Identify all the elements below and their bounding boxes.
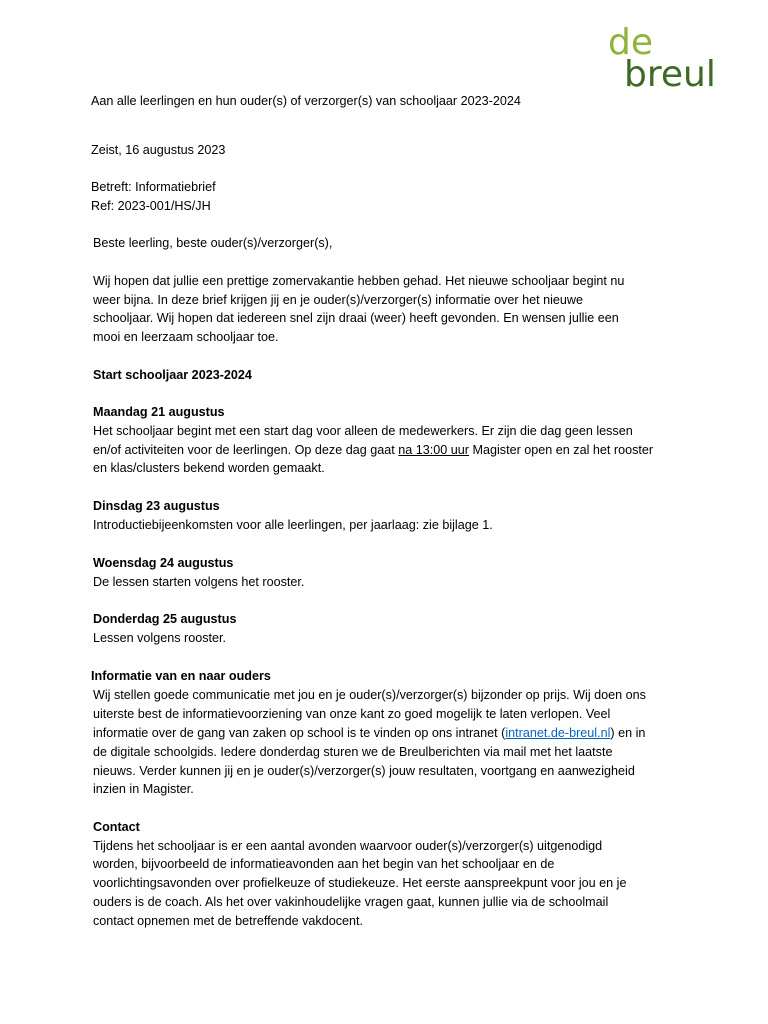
monday-line: [93, 441, 653, 459]
start-schooljaar-heading: Start schooljaar 2023-2024: [93, 368, 252, 382]
intranet-link[interactable]: intranet.de-breul.nl: [505, 726, 611, 740]
ouders-line: [93, 724, 645, 742]
ouders-line: uiterste best de informatievoorziening van onze kant zo goed mogelijk te laten verlopen. Veel: [93, 707, 611, 721]
salutation: Beste leerling, beste ouder(s)/verzorger(s),: [93, 236, 333, 250]
intro-line: weer bijna. In deze brief krijgen jij en je ouder(s)/verzorger(s) informatie over het nieuwe: [93, 293, 583, 307]
contact-line: Tijdens het schooljaar is er een aantal avonden waarvoor ouder(s)/verzorger(s) uitgenodigd: [93, 839, 603, 853]
monday-line: en klas/clusters bekend worden gemaakt.: [93, 461, 325, 475]
logo-text-breul: breul: [624, 54, 716, 92]
intro-line: Wij hopen dat jullie een prettige zomervakantie hebben gehad. Het nieuwe schooljaar begint nu: [93, 274, 625, 288]
de-breul-logo: [606, 22, 731, 92]
contact-line: voorlichtingsavonden over profielkeuze of studiekeuze. Het eerste aanspreekpunt voor jou en je: [93, 876, 627, 890]
underlined-time: na 13:00 uur: [398, 443, 469, 457]
ouders-line: nieuws. Verder kunnen jij en je ouder(s)/verzorger(s) jouw resultaten, voortgang en aanwezigheid: [93, 764, 635, 778]
ouders-line: de digitale schoolgids. Iedere donderdag sturen we de Breulberichten via mail met het laatste: [93, 745, 613, 759]
ouders-line: Wij stellen goede communicatie met jou en je ouder(s)/verzorger(s) bijzonder op prijs. Wij doen ons: [93, 688, 646, 702]
monday-line: Het schooljaar begint met een start dag voor alleen de medewerkers. Er zijn die dag geen lessen: [93, 424, 633, 438]
address-line: Aan alle leerlingen en hun ouder(s) of verzorger(s) van schooljaar 2023-2024: [91, 94, 521, 108]
ouders-heading: Informatie van en naar ouders: [91, 669, 271, 683]
contact-heading: Contact: [93, 820, 140, 834]
ouders-line: inzien in Magister.: [93, 782, 194, 796]
monday-text: Magister open en zal het rooster: [469, 443, 654, 457]
subject-line: Betreft: Informatiebrief: [91, 180, 216, 194]
date-line: Zeist, 16 augustus 2023: [91, 143, 226, 157]
logo-text-de: de: [608, 22, 653, 63]
thursday-line: Lessen volgens rooster.: [93, 631, 227, 645]
contact-line: ouders is de coach. Als het over vakinhoudelijke vragen gaat, kunnen jullie via de schoolmail: [93, 895, 609, 909]
wednesday-line: De lessen starten volgens het rooster.: [93, 575, 305, 589]
reference-line: Ref: 2023-001/HS/JH: [91, 199, 211, 213]
intro-line: schooljaar. Wij hopen dat iedereen snel zijn draai (weer) heeft gevonden. En wensen jullie een: [93, 311, 619, 325]
tuesday-line: Introductiebijeenkomsten voor alle leerlingen, per jaarlaag: zie bijlage 1.: [93, 518, 493, 532]
ouders-text: informatie over de gang van zaken op school is te vinden op ons intranet (: [93, 726, 506, 740]
intro-line: mooi en leerzaam schooljaar toe.: [93, 330, 279, 344]
monday-text: en/of activiteiten voor de leerlingen. Op deze dag gaat: [93, 443, 399, 457]
contact-line: contact opnemen met de betreffende vakdocent.: [93, 914, 364, 928]
day-heading-tuesday: Dinsdag 23 augustus: [93, 499, 220, 513]
ouders-text: ) en in: [610, 726, 646, 740]
day-heading-monday: Maandag 21 augustus: [93, 405, 225, 419]
day-heading-wednesday: Woensdag 24 augustus: [93, 556, 234, 570]
day-heading-thursday: Donderdag 25 augustus: [93, 612, 237, 626]
contact-line: worden, bijvoorbeeld de informatieavonden aan het begin van het schooljaar en de: [93, 857, 555, 871]
